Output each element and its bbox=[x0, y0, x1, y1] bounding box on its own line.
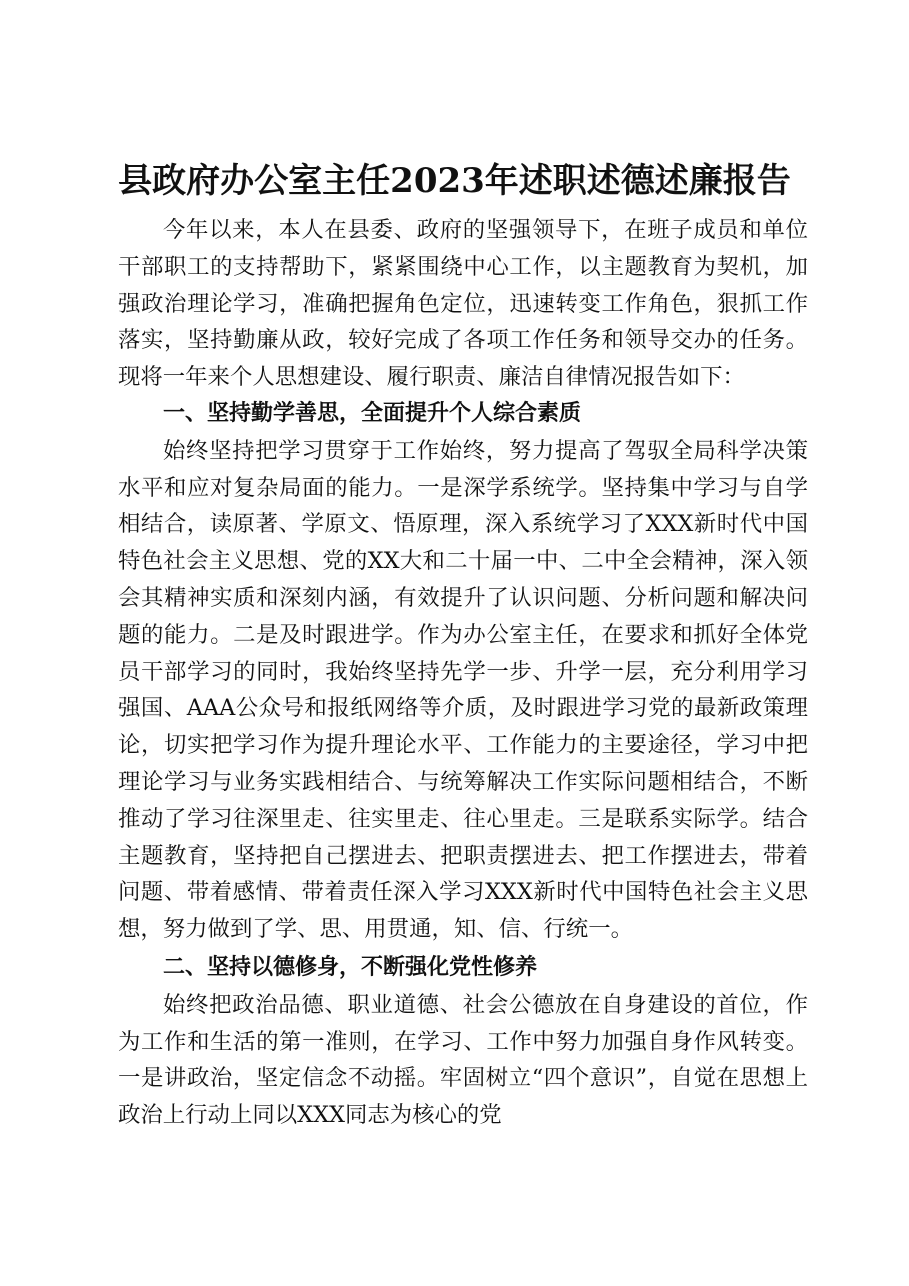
section-2-paragraph: 始终把政治品德、职业道德、社会公德放在自身建设的首位，作为工作和生活的第一准则，在学习、工作中努力加强自身作风转变。一是讲政治，坚定信念不动摇。牢固树立“四个意识”，自觉在思想上政治上行动上同以XXX同志为核心的党 bbox=[118, 991, 808, 1129]
section-2-heading: 二、坚持以德修身，不断强化党性修养 bbox=[163, 954, 538, 980]
document-body bbox=[118, 212, 808, 1134]
section-1-paragraph: 始终坚持把学习贯穿于工作始终，努力提高了驾驭全局科学决策水平和应对复杂局面的能力。一是深学系统学。坚持集中学习与自学相结合，读原著、学原文、悟原理，深入系统学习了XXX新时代中国特色社会主义思想、党的XX大和二十届一中、二中全会精神，深入领会其精神实质和深刻内涵，有效提升了认识问题、分析问题和解决问题的能力。二是及时跟进学。作为办公室主任，在要求和抓好全体党员干部学习的同时，我始终坚持先学一步、升学一层，充分利用学习强国、AAA公众号和报纸网络等介质，及时跟进学习党的最新政策理论，切实把学习作为提升理论水平、工作能力的主要途径，学习中把理论学习与业务实践相结合、与统筹解决工作实际问题相结合，不断推动了学习往深里走、往实里走、往心里走。三是联系实际学。结合主题教育，坚持把自己摆进去、把职责摆进去、把工作摆进去，带着问题、带着感情、带着责任深入学习XXX新时代中国特色社会主义思想，努力做到了学、思、用贯通，知、信、行统一。 bbox=[118, 437, 808, 943]
intro-paragraph: 今年以来，本人在县委、政府的坚强领导下，在班子成员和单位干部职工的支持帮助下，紧紧围绕中心工作，以主题教育为契机，加强政治理论学习，准确把握角色定位，迅速转变工作角色，狠抓工作落实，坚持勤廉从政，较好完成了各项工作任务和领导交办的任务。现将一年来个人思想建设、履行职责、廉洁自律情况报告如下： bbox=[118, 217, 808, 391]
section-1-heading: 一、坚持勤学善思，全面提升个人综合素质 bbox=[163, 400, 582, 426]
document-title: 县政府办公室主任2023年述职述德述廉报告 bbox=[118, 161, 791, 201]
